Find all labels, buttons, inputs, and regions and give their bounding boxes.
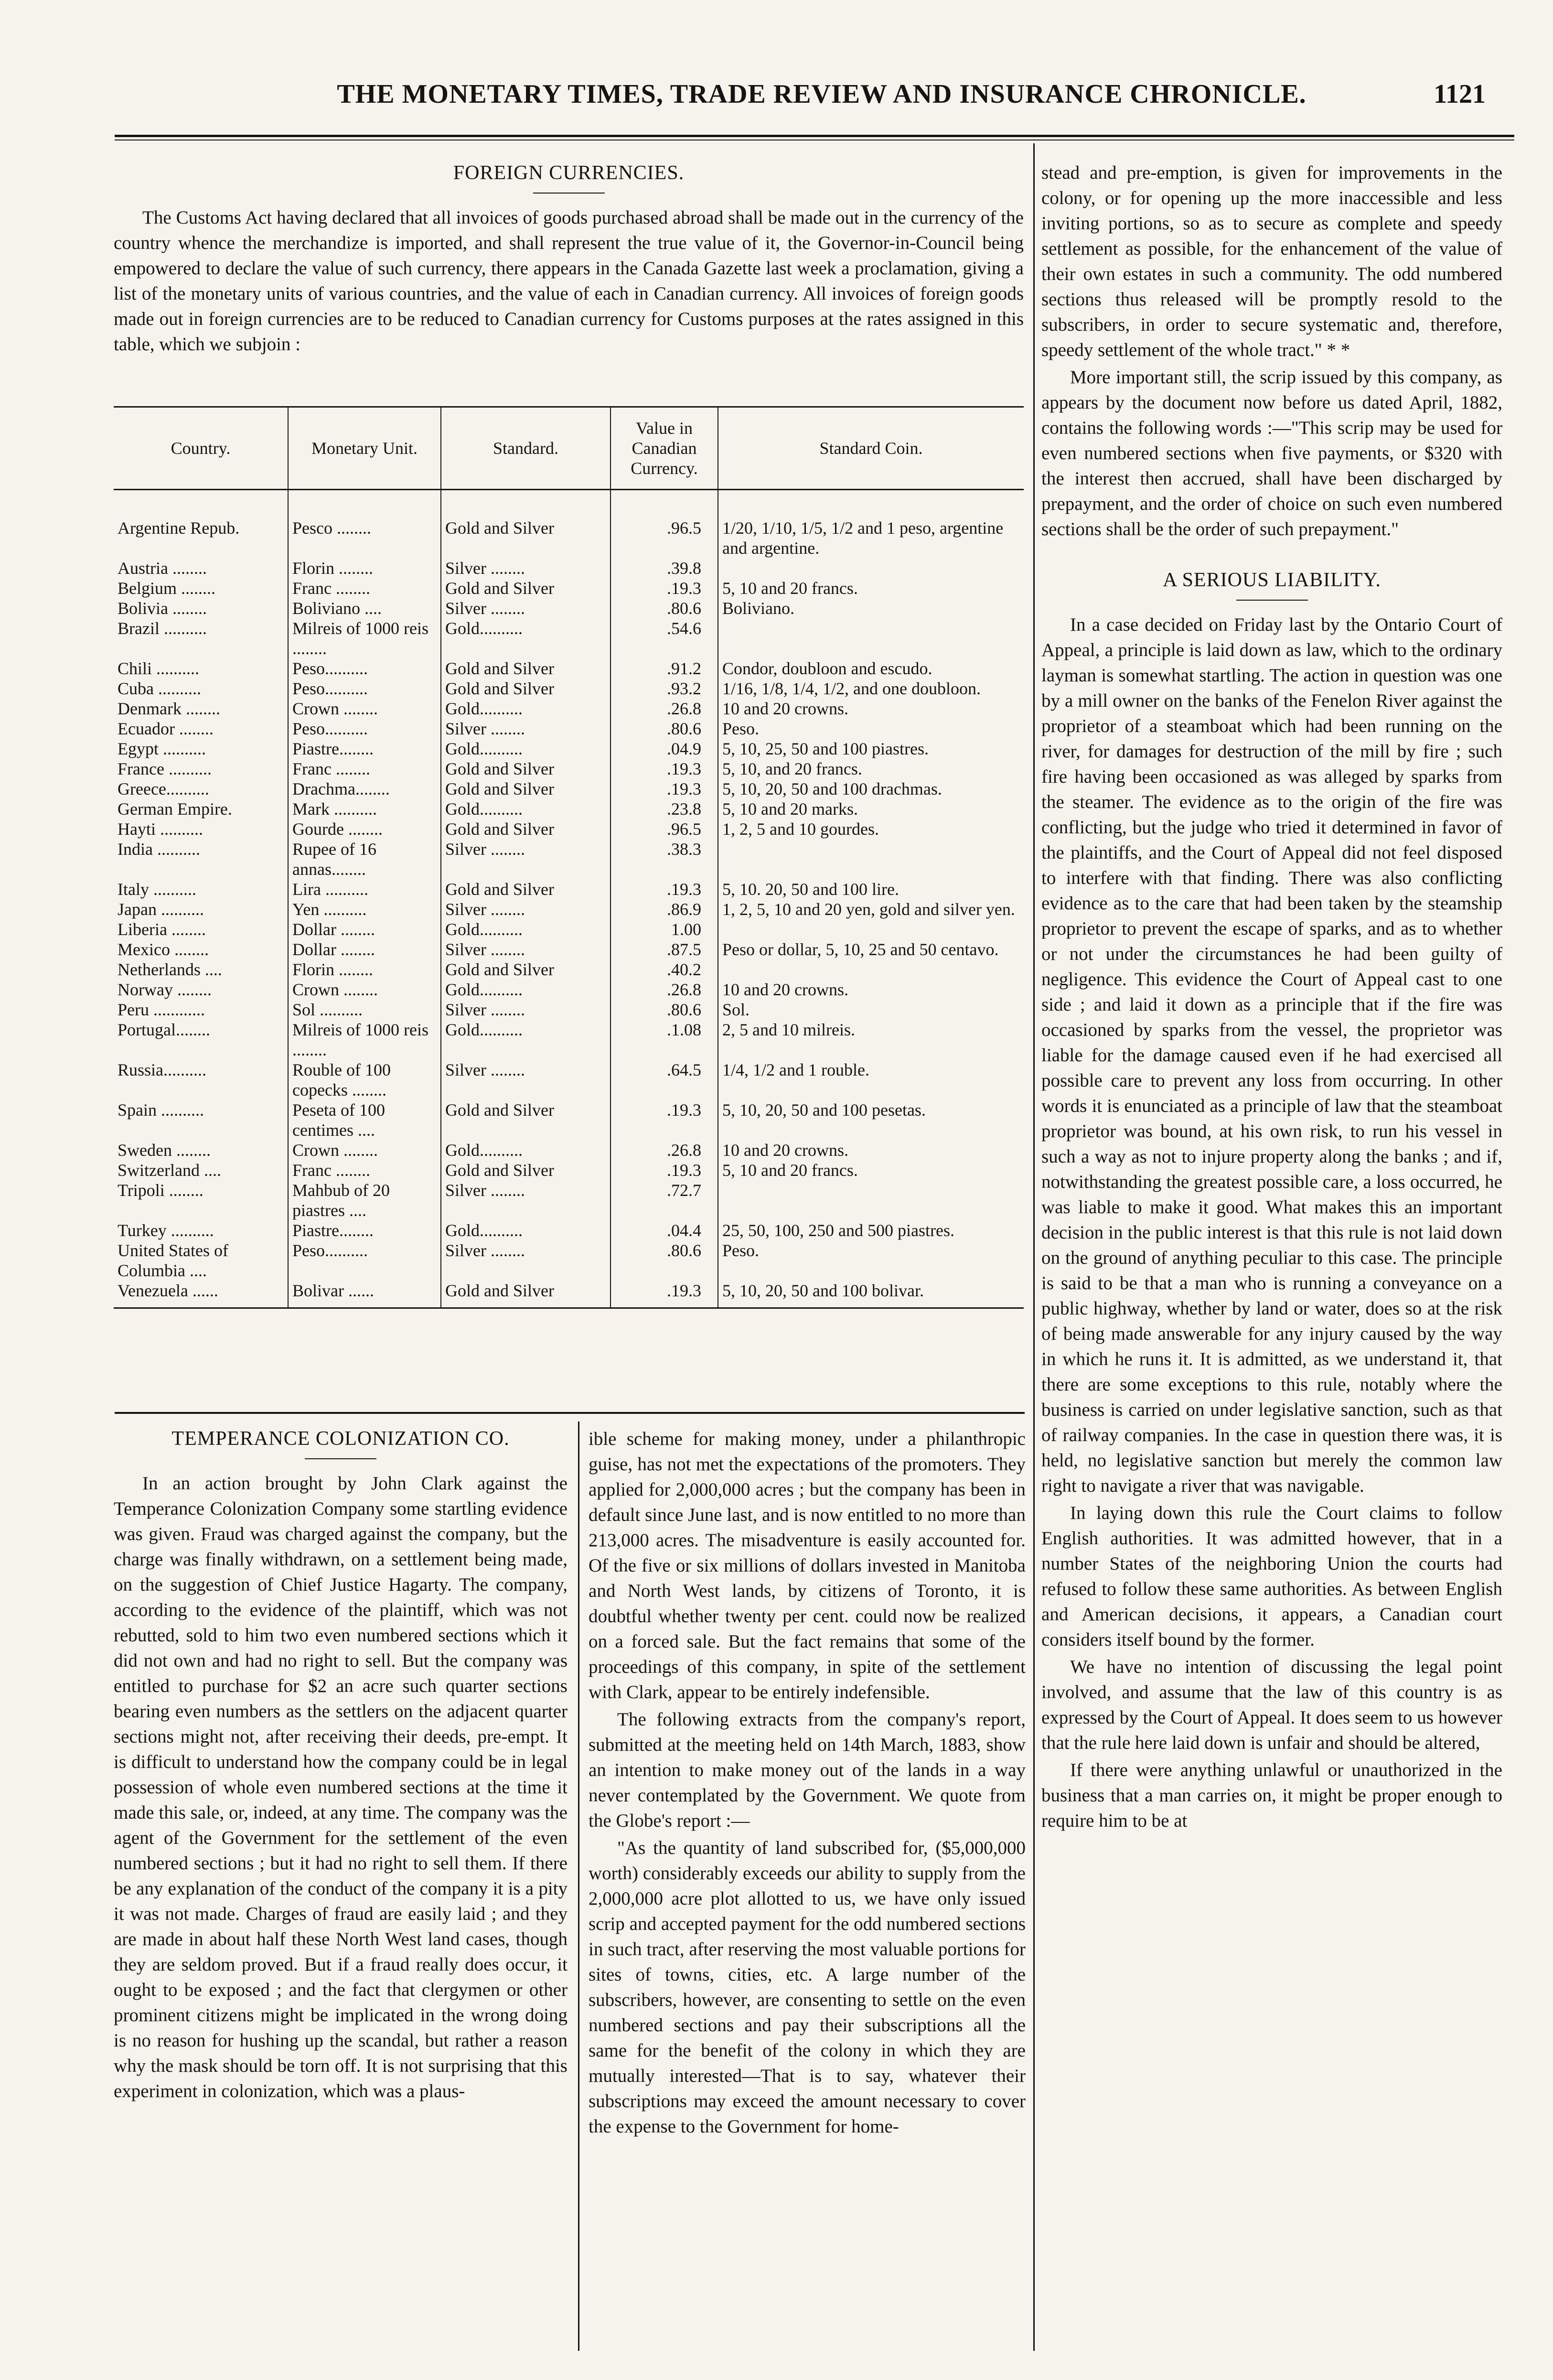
title-rule — [1236, 600, 1308, 601]
standard-coin-cell: 5, 10, 25, 50 and 100 piastres. — [718, 739, 1024, 759]
standard-coin-cell: Boliviano. — [718, 598, 1024, 618]
currency-table-body — [114, 490, 1024, 1308]
monetary-unit-cell: Dollar ........ — [288, 939, 441, 959]
country-cell: Japan .......... — [118, 900, 204, 919]
liability-paragraph-2: In laying down this rule the Court claims to follow English authorities. It was admitted however, that in a number States of the neighboring Union the courts had refused to follow these same authorities. As between English and American decisions, it appears, a Canadian court considers itself bound by the former. — [1041, 1503, 1502, 1650]
temperance-paragraph-3: The following extracts from the company's report, submitted at the meeting held on 14th March, 1883, show an intention to make money out of the lands in a way never contemplated by the Government. We quote from the Globe's report :— — [589, 1709, 1026, 1831]
temperance-column-2 — [589, 1426, 1026, 2141]
value-cell: .64.5 — [610, 1060, 718, 1100]
standard-coin-cell — [718, 919, 1024, 939]
standard-coin-cell: Peso. — [718, 1240, 1024, 1281]
country-cell: Greece.......... — [118, 779, 209, 798]
standard-coin-cell: 1/20, 1/10, 1/5, 1/2 and 1 peso, argentine and argentine. — [718, 490, 1024, 559]
table-row — [114, 1180, 1024, 1220]
table-row — [114, 719, 1024, 739]
monetary-unit-cell: Mark .......... — [288, 799, 441, 819]
column-header: Standard. — [441, 407, 610, 490]
value-cell: .39.8 — [610, 558, 718, 578]
table-row — [114, 1060, 1024, 1100]
standard-cell: Gold.......... — [441, 919, 610, 939]
value-cell: .86.9 — [610, 899, 718, 919]
temperance-paragraph-2: ible scheme for making money, under a philanthropic guise, has not met the expectations of the promoters. They applied for 2,000,000 acres ; but the company has been in default since June last, and is now entitled to no more than 213,000 acres. The misadventure is easily accounted for. Of the five or six millions of dollars invested in Manitoba and North West lands, by citizens of Toronto, it is doubtful whether twenty per cent. could now be realized on a forced sale. But the fact remains that some of the proceedings of this company, in spite of the settlement with Clark, appear to be entirely indefensible. — [589, 1429, 1026, 1702]
standard-coin-cell: 5, 10 and 20 francs. — [718, 578, 1024, 598]
country-cell: Sweden ........ — [118, 1141, 211, 1160]
country-cell: Portugal........ — [118, 1020, 210, 1039]
monetary-unit-cell: Rupee of 16 annas........ — [288, 839, 441, 879]
table-row — [114, 578, 1024, 598]
country-cell: Cuba .......... — [118, 679, 201, 698]
column-divider-right — [1033, 143, 1035, 2351]
country-cell: Mexico ........ — [118, 940, 209, 959]
monetary-unit-cell: Crown ........ — [288, 980, 441, 1000]
standard-cell: Silver ........ — [441, 1180, 610, 1220]
temperance-title: TEMPERANCE COLONIZATION CO. — [171, 1428, 510, 1450]
monetary-unit-cell: Florin ........ — [288, 558, 441, 578]
standard-cell: Gold and Silver — [441, 779, 610, 799]
country-cell: France .......... — [118, 759, 212, 778]
value-cell: .26.8 — [610, 1140, 718, 1160]
right-column — [1041, 160, 1502, 1835]
header-rule — [115, 135, 1514, 137]
monetary-unit-cell: Florin ........ — [288, 959, 441, 980]
standard-coin-cell: 5, 10. 20, 50 and 100 lire. — [718, 879, 1024, 899]
value-cell: .19.3 — [610, 779, 718, 799]
table-row — [114, 779, 1024, 799]
value-cell: .91.2 — [610, 658, 718, 678]
foreign-currencies-intro-block — [114, 161, 1024, 359]
monetary-unit-cell: Peso.......... — [288, 719, 441, 739]
monetary-unit-cell: Peso.......... — [288, 678, 441, 699]
monetary-unit-cell: Franc ........ — [288, 759, 441, 779]
standard-cell: Gold.......... — [441, 699, 610, 719]
standard-cell: Gold and Silver — [441, 759, 610, 779]
monetary-unit-cell: Mahbub of 20 piastres .... — [288, 1180, 441, 1220]
standard-cell: Gold and Silver — [441, 578, 610, 598]
temperance-report-quote: "As the quantity of land subscribed for, ($5,000,000 worth) considerably exceeds our ability to supply from the 2,000,000 acre plot allotted to us, we have only issued scrip and accepted payment for the odd numbered sections in such tract, after reserving the most valuable portions for sites of towns, cities, etc. A large number of the subscribers, however, are consenting to settle on the even numbered sections and pay their subscriptions all the same for the benefit of the colony in which they are mutually interested—That is to say, whatever their subscriptions may exceed the amount necessary to cover the expense to the Government for home- — [589, 1838, 1026, 2137]
standard-coin-cell: 5, 10 and 20 marks. — [718, 799, 1024, 819]
standard-coin-cell — [718, 1180, 1024, 1220]
value-cell: .80.6 — [610, 1000, 718, 1020]
value-cell: .04.4 — [610, 1220, 718, 1240]
scrip-paragraph-1: stead and pre-emption, is given for improvements in the colony, or for opening up the more inaccessible and less inviting portions, so as to secure as complete and speedy settlement as possible, for the enhancement of the value of their own estates in such a community. The odd numbered sections thus released will be promptly resold to the subscribers, in order to secure systematic and, therefore, speedy settlement of the whole tract." * * — [1041, 162, 1502, 360]
monetary-unit-cell: Bolivar ...... — [288, 1281, 441, 1308]
standard-cell: Gold and Silver — [441, 678, 610, 699]
country-cell: Liberia ........ — [118, 920, 206, 939]
country-cell: Russia.......... — [118, 1060, 207, 1079]
column-header: Monetary Unit. — [288, 407, 441, 490]
value-cell: .87.5 — [610, 939, 718, 959]
page-number: 1121 — [1434, 79, 1486, 109]
country-cell: Ecuador ........ — [118, 719, 214, 738]
table-row — [114, 618, 1024, 658]
table-row — [114, 819, 1024, 839]
standard-coin-cell: 5, 10 and 20 francs. — [718, 1160, 1024, 1180]
country-cell: Austria ........ — [118, 559, 207, 578]
table-row — [114, 1000, 1024, 1020]
standard-cell: Silver ........ — [441, 899, 610, 919]
monetary-unit-cell: Peso.......... — [288, 1240, 441, 1281]
monetary-unit-cell: Rouble of 100 copecks ........ — [288, 1060, 441, 1100]
country-cell: Bolivia ........ — [118, 599, 207, 618]
table-row — [114, 939, 1024, 959]
liability-paragraph-3: We have no intention of discussing the legal point involved, and assume that the law of this country is as expressed by the Court of Appeal. It does seem to us however that the rule here laid down is unfair and should be altered, — [1041, 1657, 1502, 1753]
value-cell: .04.9 — [610, 739, 718, 759]
standard-coin-cell: 5, 10, 20, 50 and 100 pesetas. — [718, 1100, 1024, 1140]
monetary-unit-cell: Drachma........ — [288, 779, 441, 799]
standard-cell: Gold and Silver — [441, 1281, 610, 1308]
country-cell: Chili .......... — [118, 659, 200, 678]
standard-coin-cell: 1, 2, 5, 10 and 20 yen, gold and silver yen. — [718, 899, 1024, 919]
liability-paragraph-4: If there were anything unlawful or unauthorized in the business that a man carries on, it might be proper enough to require him to be at — [1041, 1760, 1502, 1831]
monetary-unit-cell: Yen .......... — [288, 899, 441, 919]
table-row — [114, 490, 1024, 559]
monetary-unit-cell: Piastre........ — [288, 1220, 441, 1240]
column-header: Country. — [114, 407, 288, 490]
standard-cell: Gold.......... — [441, 618, 610, 658]
country-cell: Peru ............ — [118, 1000, 205, 1019]
table-row — [114, 1220, 1024, 1240]
monetary-unit-cell: Crown ........ — [288, 699, 441, 719]
country-cell: India .......... — [118, 840, 200, 859]
standard-cell: Silver ........ — [441, 719, 610, 739]
monetary-unit-cell: Crown ........ — [288, 1140, 441, 1160]
standard-coin-cell: 5, 10, 20, 50 and 100 drachmas. — [718, 779, 1024, 799]
country-cell: Hayti .......... — [118, 819, 203, 839]
monetary-unit-cell: Franc ........ — [288, 578, 441, 598]
country-cell: Italy .......... — [118, 880, 196, 899]
country-cell: Venezuela ...... — [114, 1281, 288, 1308]
standard-cell: Gold and Silver — [441, 658, 610, 678]
column-divider-middle — [578, 1422, 579, 2351]
monetary-unit-cell: Peso.......... — [288, 658, 441, 678]
value-cell: .19.3 — [610, 1281, 718, 1308]
standard-coin-cell: 1/4, 1/2 and 1 rouble. — [718, 1060, 1024, 1100]
standard-cell: Gold.......... — [441, 1220, 610, 1240]
standard-coin-cell: Sol. — [718, 1000, 1024, 1020]
table-header-row — [114, 407, 1024, 490]
currency-table — [114, 406, 1024, 1309]
table-row — [114, 598, 1024, 618]
table-row — [114, 739, 1024, 759]
value-cell: .26.8 — [610, 980, 718, 1000]
standard-coin-cell: 5, 10, and 20 francs. — [718, 759, 1024, 779]
running-title: THE MONETARY TIMES, TRADE REVIEW AND INSURANCE CHRONICLE. — [337, 79, 1307, 109]
country-cell: Belgium ........ — [118, 579, 215, 598]
column-header: Standard Coin. — [718, 407, 1024, 490]
standard-coin-cell: 10 and 20 crowns. — [718, 1140, 1024, 1160]
country-cell: Netherlands .... — [118, 960, 222, 979]
standard-coin-cell — [718, 839, 1024, 879]
table-row — [114, 899, 1024, 919]
table-row — [114, 1240, 1024, 1281]
standard-cell: Gold and Silver — [441, 1100, 610, 1140]
value-cell: .19.3 — [610, 1160, 718, 1180]
standard-coin-cell: Condor, doubloon and escudo. — [718, 658, 1024, 678]
standard-coin-cell: Peso. — [718, 719, 1024, 739]
table-row — [114, 1100, 1024, 1140]
standard-cell: Gold and Silver — [441, 879, 610, 899]
value-cell: .54.6 — [610, 618, 718, 658]
table-row — [114, 759, 1024, 779]
standard-coin-cell: 2, 5 and 10 milreis. — [718, 1020, 1024, 1060]
standard-coin-cell: 10 and 20 crowns. — [718, 699, 1024, 719]
table-row — [114, 658, 1024, 678]
value-cell: .26.8 — [610, 699, 718, 719]
country-cell: Spain .......... — [118, 1100, 204, 1120]
value-cell: .19.3 — [610, 759, 718, 779]
foreign-currencies-title: FOREIGN CURRENCIES. — [453, 162, 685, 184]
country-cell: Turkey .......... — [118, 1221, 214, 1240]
standard-cell: Silver ........ — [441, 1060, 610, 1100]
standard-cell: Gold.......... — [441, 1140, 610, 1160]
standard-coin-cell — [718, 959, 1024, 980]
value-cell: .19.3 — [610, 578, 718, 598]
value-cell: .38.3 — [610, 839, 718, 879]
table-row — [114, 980, 1024, 1000]
table-row — [114, 1160, 1024, 1180]
country-cell: Denmark ........ — [118, 699, 220, 718]
standard-cell: Silver ........ — [441, 1240, 610, 1281]
monetary-unit-cell: Lira .......... — [288, 879, 441, 899]
standard-cell: Silver ........ — [441, 939, 610, 959]
table-row — [114, 959, 1024, 980]
value-cell: .80.6 — [610, 598, 718, 618]
value-cell: .96.5 — [610, 490, 718, 559]
country-cell: Brazil .......... — [118, 619, 207, 638]
table-bottom-rule — [115, 1412, 1025, 1414]
country-cell: United States of Columbia .... — [118, 1241, 228, 1280]
monetary-unit-cell: Dollar ........ — [288, 919, 441, 939]
temperance-column-1 — [114, 1426, 568, 2106]
value-cell: .1.08 — [610, 1020, 718, 1060]
monetary-unit-cell: Gourde ........ — [288, 819, 441, 839]
monetary-unit-cell: Milreis of 1000 reis ........ — [288, 1020, 441, 1060]
title-rule — [305, 1458, 376, 1459]
monetary-unit-cell: Milreis of 1000 reis ........ — [288, 618, 441, 658]
monetary-unit-cell: Franc ........ — [288, 1160, 441, 1180]
standard-cell: Gold and Silver — [441, 959, 610, 980]
value-cell: .72.7 — [610, 1180, 718, 1220]
value-cell: .96.5 — [610, 819, 718, 839]
standard-cell: Gold and Silver — [441, 1160, 610, 1180]
table-row — [114, 1140, 1024, 1160]
monetary-unit-cell: Boliviano .... — [288, 598, 441, 618]
standard-cell: Silver ........ — [441, 558, 610, 578]
standard-cell: Silver ........ — [441, 1000, 610, 1020]
monetary-unit-cell: Sol .......... — [288, 1000, 441, 1020]
table-row — [114, 1020, 1024, 1060]
column-header: Value in Canadian Currency. — [610, 407, 718, 490]
value-cell: .93.2 — [610, 678, 718, 699]
value-cell: .19.3 — [610, 879, 718, 899]
standard-coin-cell: Peso or dollar, 5, 10, 25 and 50 centavo. — [718, 939, 1024, 959]
value-cell: .40.2 — [610, 959, 718, 980]
temperance-paragraph-1: In an action brought by John Clark against the Temperance Colonization Company some startling evidence was given. Fraud was charged against the company, but the charge was finally withdrawn, on a settlement being made, on the suggestion of Chief Justice Hagarty. The company, according to the evidence of the plaintiff, which was not rebutted, sold to him two even numbered sections which it did not own and had no right to sell. But the company was entitled to purchase for $2 an acre such quarter sections bearing even numbers as the settlers on the adjacent quarter sections might not, after receiving their deeds, pre-empt. It is difficult to understand how the company could be in legal possession of whole even numbered sections at the time it made this sale, or, indeed, at any time. The company was the agent of the Government for the settlement of the even numbered sections ; but it had no right to sell them. If there be any explanation of the conduct of the company it is a pity it was not made. Charges of fraud are easily laid ; and they are made in about half these North West land cases, though they are seldom proved. But if a fraud really does occur, it ought to be exposed ; and the fact that clergymen or other prominent citizens might be implicated in the wrong doing is no reason for hushing up the scandal, but rather a reason why the mask should be torn off. It is not surprising that this experiment in colonization, which was a plaus- — [114, 1473, 568, 2101]
country-cell: Switzerland .... — [118, 1161, 221, 1180]
table-row — [114, 839, 1024, 879]
value-cell: .19.3 — [610, 1100, 718, 1140]
table-row — [114, 699, 1024, 719]
table-row — [114, 678, 1024, 699]
value-cell: 1.00 — [610, 919, 718, 939]
standard-coin-cell — [718, 558, 1024, 578]
standard-coin-cell: 25, 50, 100, 250 and 500 piastres. — [718, 1220, 1024, 1240]
standard-cell: Gold.......... — [441, 1020, 610, 1060]
standard-cell: Gold.......... — [441, 799, 610, 819]
value-cell: .80.6 — [610, 1240, 718, 1281]
value-cell: .80.6 — [610, 719, 718, 739]
standard-coin-cell: 1, 2, 5 and 10 gourdes. — [718, 819, 1024, 839]
country-cell: Egypt .......... — [118, 739, 206, 758]
liability-title: A SERIOUS LIABILITY. — [1163, 569, 1381, 591]
table-row — [114, 919, 1024, 939]
table-row — [114, 879, 1024, 899]
country-cell: German Empire. — [118, 799, 232, 818]
standard-coin-cell: 5, 10, 20, 50 and 100 bolivar. — [718, 1281, 1024, 1308]
table-row — [114, 799, 1024, 819]
monetary-unit-cell: Piastre........ — [288, 739, 441, 759]
liability-paragraph-1: In a case decided on Friday last by the Ontario Court of Appeal, a principle is laid down as law, which to the ordinary layman is somewhat startling. The action in question was one by a mill owner on the banks of the Fenelon River against the proprietor of a steamboat which had been running on the river, for damages for destruction of the mill by fire ; such fire having been occasioned as was alleged by sparks from the steamer. The evidence as to the origin of the fire was conflicting, but the judge who tried it determined in favor of the plaintiffs, and the Court of Appeal did not feel disposed to interfere with that finding. There was also conflicting evidence as to the care that had been taken by the steamship proprietor to prevent the escape of sparks, and as to whether or not under the circumstances he had been guilty of negligence. This evidence the Court of Appeal cast to one side ; and laid it down as a principle that if the fire was occasioned by sparks from the vessel, the proprietor was liable for the damage caused even if he had exercised all possible care to prevent any loss from occurring. In other words it is enunciated as a principle of law that the steamboat proprietor was bound, at his own risk, to run his vessel in such a way as not to injure property along the banks ; and if, notwithstanding the greatest possible care, a loss occurred, he was liable to make it good. What makes this an important decision in the public interest is that this rule is not laid down on the ground of anything peculiar to this case. The principle is said to be that a man who is running a conveyance on a public highway, whether by land or water, does so at the risk of being made answerable for any injury caused by the way in which he runs it. It is admitted, as we understand it, that there are some exceptions to this rule, notably where the business is carried on under legislative sanction, such as that of railway companies. In the case in question there was, it is held, no legislative sanction but merely the common law right to navigate a river that was navigable. — [1041, 614, 1502, 1496]
monetary-unit-cell: Pesco ........ — [288, 490, 441, 559]
foreign-currencies-intro: The Customs Act having declared that all invoices of goods purchased abroad shall be made out in the currency of the country whence the merchandize is imported, and shall represent the true value of it, the Governor-in-Council being empowered to declare the value of such currency, there appears in the Canada Gazette last week a proclamation, giving a list of the monetary units of various countries, and the value of each in Canadian currency. All invoices of foreign goods made out in foreign currencies are to be reduced to Canadian currency for Customs purposes at the rates assigned in this table, which we subjoin : — [114, 207, 1024, 355]
country-cell: Tripoli ........ — [118, 1181, 203, 1200]
standard-cell: Gold.......... — [441, 739, 610, 759]
table-row — [114, 1281, 1024, 1308]
page-header — [119, 79, 1514, 122]
standard-cell: Gold.......... — [441, 980, 610, 1000]
standard-cell: Gold and Silver — [441, 490, 610, 559]
standard-coin-cell — [718, 618, 1024, 658]
scrip-paragraph-2: More important still, the scrip issued by this company, as appears by the document now before us dated April, 1882, contains the following words :—"This scrip may be used for even numbered sections when five payments, or $320 with the interest then accrued, shall have been discharged by prepayment, and the order of choice on such even numbered sections shall be the order of such prepayment." — [1041, 367, 1502, 539]
country-cell: Argentine Repub. — [118, 518, 240, 538]
table-row — [114, 558, 1024, 578]
standard-cell: Silver ........ — [441, 598, 610, 618]
monetary-unit-cell: Peseta of 100 centimes .... — [288, 1100, 441, 1140]
standard-cell: Silver ........ — [441, 839, 610, 879]
standard-cell: Gold and Silver — [441, 819, 610, 839]
title-rule — [533, 193, 605, 194]
country-cell: Norway ........ — [118, 980, 212, 999]
value-cell: .23.8 — [610, 799, 718, 819]
standard-coin-cell: 10 and 20 crowns. — [718, 980, 1024, 1000]
standard-coin-cell: 1/16, 1/8, 1/4, 1/2, and one doubloon. — [718, 678, 1024, 699]
